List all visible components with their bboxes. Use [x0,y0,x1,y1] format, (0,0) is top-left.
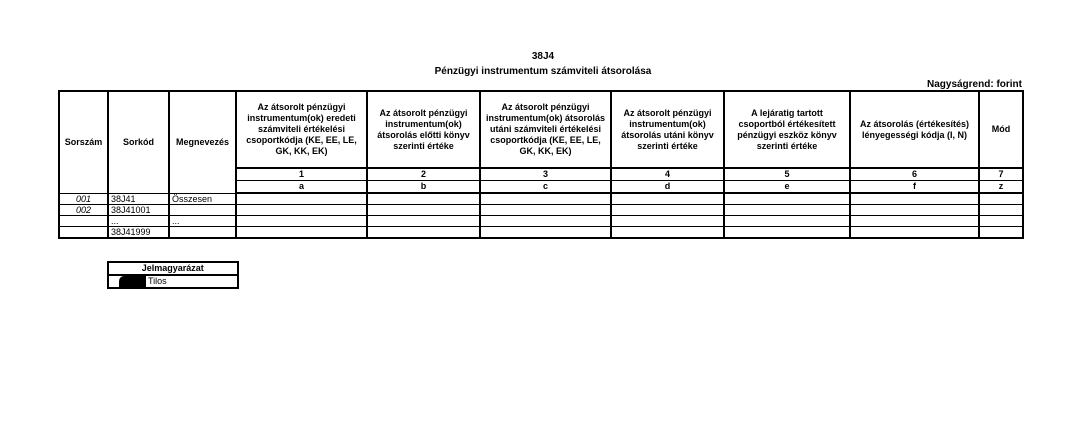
table-row [59,205,1023,216]
data-cell[interactable] [236,216,367,227]
row-sorkod: 38J41999 [108,227,169,239]
data-cell[interactable] [367,205,480,216]
table-row [59,193,1023,205]
column-number: 1 [236,168,367,181]
column-header-value-before: Az átsorolt pénzügyi instrumentum(ok) átsorolás előtti könyv szerinti értéke [367,91,480,168]
data-cell[interactable] [480,216,611,227]
column-header-new-group-code: Az átsorolt pénzügyi instrumentum(ok) átsorolás utáni számviteli értékelési csoportkódja (KE, EE, LE, GK, KK, EK) [480,91,611,168]
data-cell[interactable] [236,193,367,205]
data-cell[interactable] [480,193,611,205]
data-cell[interactable] [724,205,850,216]
column-number: 2 [367,168,480,181]
column-letter: e [724,181,850,194]
column-letter: f [850,181,979,194]
column-header-value-after: Az átsorolt pénzügyi instrumentum(ok) átsorolás utáni könyv szerinti értéke [611,91,724,168]
row-sorkod: 38J41001 [108,205,169,216]
column-number: 6 [850,168,979,181]
data-cell[interactable] [611,205,724,216]
column-header-held-to-maturity-value: A lejáratig tartott csoportból értékesített pénzügyi eszköz könyv szerinti értéke [724,91,850,168]
data-cell[interactable] [979,216,1023,227]
data-cell[interactable] [367,216,480,227]
data-cell[interactable] [850,227,979,239]
data-cell[interactable] [611,216,724,227]
table-row [59,216,1023,227]
data-cell[interactable] [367,227,480,239]
row-megnevezes [169,227,236,239]
data-cell[interactable] [480,205,611,216]
legend-title: Jelmagyarázat [108,262,238,275]
legend-label-forbidden: Tilos [148,276,167,286]
data-cell[interactable] [850,193,979,205]
data-cell[interactable] [611,227,724,239]
legend-swatch-cell [108,275,146,288]
row-megnevezes: Összesen [169,193,236,205]
data-cell[interactable] [979,205,1023,216]
column-number: 3 [480,168,611,181]
column-header-mod: Mód [979,91,1023,168]
row-sorkod: ... [108,216,169,227]
data-cell[interactable] [724,193,850,205]
table-row [59,227,1023,239]
column-letter: b [367,181,480,194]
data-cell[interactable] [850,216,979,227]
column-header-sorszam: Sorszám [59,91,108,193]
column-letter: d [611,181,724,194]
forbidden-swatch [119,276,145,287]
legend [107,261,239,289]
data-cell[interactable] [724,227,850,239]
column-header-sorkod: Sorkód [108,91,169,193]
column-number: 7 [979,168,1023,181]
column-header-original-group-code: Az átsorolt pénzügyi instrumentum(ok) eredeti számviteli értékelési csoportkódja (KE, EE, LE, GK, KK, EK) [236,91,367,168]
form-code: 38J4 [531,51,555,62]
column-header-materiality-code: Az átsorolás (értékesítés) lényegességi kódja (I, N) [850,91,979,168]
data-cell[interactable] [611,193,724,205]
column-letter: z [979,181,1023,194]
data-cell[interactable] [236,227,367,239]
row-megnevezes: ... [169,216,236,227]
data-cell[interactable] [367,193,480,205]
column-letter: a [236,181,367,194]
column-letter: c [480,181,611,194]
row-sorszam [59,216,108,227]
column-number: 4 [611,168,724,181]
data-cell[interactable] [236,205,367,216]
row-sorszam [59,227,108,239]
data-cell[interactable] [979,193,1023,205]
data-cell[interactable] [979,227,1023,239]
data-cell[interactable] [480,227,611,239]
data-cell[interactable] [850,205,979,216]
row-sorszam: 002 [59,205,108,216]
column-header-megnevezes: Megnevezés [169,91,236,193]
row-sorszam: 001 [59,193,108,205]
reclassification-table [58,90,1024,239]
row-megnevezes [169,205,236,216]
form-title: Pénzügyi instrumentum számviteli átsorolása [434,66,652,77]
row-sorkod: 38J41 [108,193,169,205]
column-number: 5 [724,168,850,181]
data-cell[interactable] [724,216,850,227]
unit-label: Nagyságrend: forint [926,79,1022,90]
